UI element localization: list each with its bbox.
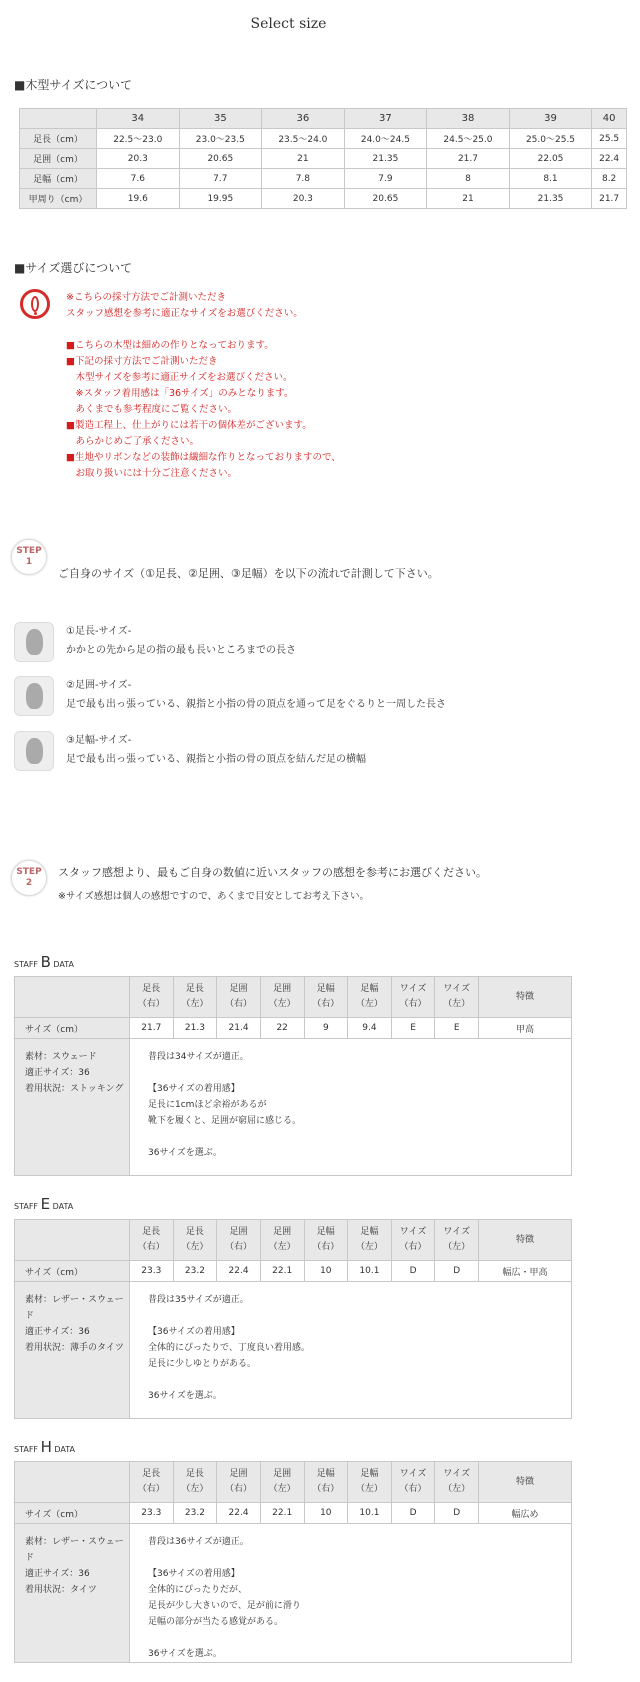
size-cell: 8 [427,169,510,189]
size-row [20,169,627,189]
col-name: 足幅 [360,1227,379,1237]
step2-text: スタッフ感想より、最もご自身の数値に近いスタッフの感想を参考にお選びください。 [58,866,487,879]
col-name: 足幅 [360,984,379,994]
staff-header-row [15,977,572,1018]
staff-col-header [348,977,392,1018]
staff-value: 10 [304,1261,348,1282]
staff-value: 23.3 [130,1261,174,1282]
staff-e-table [14,1219,572,1419]
size-row [20,129,627,149]
staff-info: 素材：スウェード 適正サイズ：36 着用状況：ストッキング [15,1039,130,1176]
staff-col-header [173,1220,217,1261]
staff-value: 23.2 [173,1261,217,1282]
size-cell: 7.7 [179,169,262,189]
staff-col-header [173,1462,217,1503]
col-name: ワイズ [443,1469,470,1479]
size-cell: 7.6 [97,169,180,189]
staff-b-heading [14,953,74,971]
measure-title: ②足囲-サイズ- [66,680,132,691]
staff-size-label: サイズ（cm） [15,1018,130,1039]
staff-col-header [304,1462,348,1503]
measure-desc: かかとの先から足の指の最も長いところまでの長さ [66,645,296,656]
staff-values-row [15,1018,572,1039]
size-cell: 7.8 [262,169,345,189]
size-cell: 21.35 [344,149,427,169]
size-header-cell: 40 [592,109,627,129]
staff-col-header [435,977,479,1018]
staff-col-header [217,1462,261,1503]
size-cell: 20.65 [179,149,262,169]
guide-section-heading: ■サイズ選びについて [14,261,133,275]
size-header-cell: 34 [97,109,180,129]
staff-col-header [348,1462,392,1503]
staff-value: 23.2 [173,1503,217,1524]
measure-title: ①足長-サイズ- [66,626,132,637]
col-side: （右） [225,1242,253,1252]
staff-value: 22.1 [260,1261,304,1282]
col-name: ワイズ [443,1227,470,1237]
staff-header-row [15,1462,572,1503]
col-name: 足長 [185,1227,204,1237]
size-row-label: 甲周り（cm） [20,189,97,209]
col-side: （右） [225,999,253,1009]
staff-value: 10.1 [348,1503,392,1524]
staff-value: 22.1 [260,1503,304,1524]
staff-prefix: STAFF [14,1445,41,1454]
col-name: 足長 [185,984,204,994]
staff-value: D [435,1261,479,1282]
size-cell: 24.0～24.5 [344,129,427,149]
size-table [19,108,627,209]
col-name: 足幅 [360,1469,379,1479]
col-name: 足囲 [273,984,292,994]
staff-h-heading [14,1438,75,1456]
staff-value: 21.7 [130,1018,174,1039]
size-cell: 23.5～24.0 [262,129,345,149]
warning-icon [20,289,50,319]
measure-desc: 足で最も出っ張っている、親指と小指の骨の頂点を通って足をぐるりと一周した長さ [66,699,446,710]
staff-value: 9.4 [348,1018,392,1039]
step2-badge [11,860,47,896]
staff-col-header [391,1462,435,1503]
col-name: 足長 [142,1469,161,1479]
staff-h-table [14,1461,572,1663]
staff-header-blank [15,977,130,1018]
measure-desc: 足で最も出っ張っている、親指と小指の骨の頂点を結んだ足の横幅 [66,754,366,765]
staff-info: 素材：レザー・スウェー ド 適正サイズ：36 着用状況：タイツ [15,1524,130,1663]
col-name: 足囲 [229,1227,248,1237]
size-cell: 21 [427,189,510,209]
staff-header-blank [15,1462,130,1503]
size-cell: 22.5～23.0 [97,129,180,149]
staff-col-header [260,1220,304,1261]
size-cell: 8.2 [592,169,627,189]
staff-letter: B [40,953,51,971]
staff-feature-header: 特徴 [479,1462,572,1503]
staff-values-row [15,1503,572,1524]
col-name: 足幅 [316,1469,335,1479]
staff-value: 22.4 [217,1503,261,1524]
col-side: （右） [137,1242,165,1252]
col-side: （左） [268,1484,296,1494]
staff-col-header [435,1462,479,1503]
staff-value: E [391,1018,435,1039]
size-cell: 20.3 [262,189,345,209]
size-cell: 22.05 [509,149,592,169]
col-name: ワイズ [399,1227,427,1237]
measure-item [66,731,366,769]
col-name: 足幅 [316,984,335,994]
staff-header-blank [15,1220,130,1261]
size-row [20,189,627,209]
staff-value: 21.4 [217,1018,261,1039]
col-side: （右） [137,999,165,1009]
staff-value: 21.3 [173,1018,217,1039]
step2-note: ※サイズ感想は個人の感想ですので、あくまで目安としてお考え下さい。 [58,891,370,902]
staff-col-header [130,1220,174,1261]
col-side: （右） [137,1484,165,1494]
size-cell: 19.6 [97,189,180,209]
staff-b-table [14,976,572,1176]
staff-size-label: サイズ（cm） [15,1261,130,1282]
staff-comment: 普段は34サイズが適正。 【36サイズの着用感】 足長に1cmほど余裕があるが 靴下を履くと、足囲が窮屈に感じる。 36サイズを選ぶ。 [130,1039,572,1176]
size-cell: 20.65 [344,189,427,209]
staff-col-header [391,1220,435,1261]
col-name: 足囲 [273,1227,292,1237]
col-side: （左） [355,999,383,1009]
size-header-cell: 36 [262,109,345,129]
size-header-cell: 35 [179,109,262,129]
staff-col-header [217,977,261,1018]
col-name: 足囲 [229,984,248,994]
col-name: 足長 [185,1469,204,1479]
staff-value: 23.3 [130,1503,174,1524]
measure-item [66,622,296,660]
staff-feature: 幅広・甲高 [479,1261,572,1282]
size-notice: ※こちらの採寸方法でご計測いただき スタッフ感想を参考に適正なサイズをお選びください。 ■こちらの木型は細めの作りとなっております。 ■下記の採寸方法でご計測いただき 木型サイズを参考に適正サイズをお選びください。 ※スタッフ着用感は「36サイズ」のみとなります。 あくまでも参考程度にご覧ください。 ■製造工程上、仕上がりには若干の個体差がございます。 あらかじめご了承ください。 ■生地やリボンなどの装飾は繊細な作りとなっておりますので、 お取り扱いには十分ご注意ください。 [66,292,341,479]
col-side: （右） [312,1484,340,1494]
size-cell: 21.35 [509,189,592,209]
size-cell: 8.1 [509,169,592,189]
col-side: （左） [443,1484,471,1494]
size-cell: 23.0～23.5 [179,129,262,149]
col-side: （右） [399,999,427,1009]
col-side: （左） [268,999,296,1009]
size-row [20,149,627,169]
col-side: （左） [443,999,471,1009]
staff-value: 22 [260,1018,304,1039]
col-name: 足幅 [316,1227,335,1237]
staff-feature-header: 特徴 [479,977,572,1018]
staff-comment: 普段は36サイズが適正。 【36サイズの着用感】 全体的にぴったりだが、 足長が少し大きいので、足が前に滑り 足幅の部分が当たる感覚がある。 36サイズを選ぶ。 [130,1524,572,1663]
staff-size-label: サイズ（cm） [15,1503,130,1524]
staff-col-header [348,1220,392,1261]
size-header-row [20,109,627,129]
size-cell: 21.7 [427,149,510,169]
staff-col-header [260,977,304,1018]
staff-comment-row [15,1039,572,1176]
staff-values-row [15,1261,572,1282]
col-name: ワイズ [443,984,470,994]
size-cell: 24.5～25.0 [427,129,510,149]
step1-badge-number: 1 [25,557,33,567]
size-cell: 20.3 [97,149,180,169]
size-cell: 25.5 [592,129,627,149]
size-cell: 25.0～25.5 [509,129,592,149]
size-cell: 22.4 [592,149,627,169]
col-side: （左） [181,1242,209,1252]
staff-value: E [435,1018,479,1039]
size-row-label: 足幅（cm） [20,169,97,189]
step1-badge [11,539,47,575]
col-name: ワイズ [399,1469,427,1479]
col-name: 足囲 [273,1469,292,1479]
staff-value: D [391,1503,435,1524]
measure-item [66,676,446,714]
size-header-cell: 37 [344,109,427,129]
staff-value: D [391,1261,435,1282]
staff-col-header [130,1462,174,1503]
staff-comment-row [15,1524,572,1663]
step2-badge-label: STEP [16,867,42,877]
size-row-label: 足囲（cm） [20,149,97,169]
step1-text: ご自身のサイズ（①足長、②足囲、③足幅）を以下の流れで計測して下さい。 [58,567,439,580]
size-cell: 7.9 [344,169,427,189]
staff-value: D [435,1503,479,1524]
col-side: （左） [181,1484,209,1494]
col-side: （右） [399,1242,427,1252]
col-side: （左） [268,1242,296,1252]
staff-letter: H [40,1438,52,1456]
col-side: （左） [355,1242,383,1252]
size-row-label: 足長（cm） [20,129,97,149]
size-header-cell: 39 [509,109,592,129]
col-side: （左） [443,1242,471,1252]
step1-badge-label: STEP [16,546,42,556]
step2-badge-number: 2 [25,878,33,888]
size-cell: 19.95 [179,189,262,209]
col-side: （右） [312,1242,340,1252]
size-section-heading: ■木型サイズについて [14,78,133,92]
staff-col-header [304,1220,348,1261]
staff-value: 9 [304,1018,348,1039]
staff-col-header [391,977,435,1018]
staff-value: 22.4 [217,1261,261,1282]
col-name: 足囲 [229,1469,248,1479]
staff-col-header [130,977,174,1018]
size-header-blank [20,109,97,129]
col-name: 足長 [142,984,161,994]
foot-width-icon [14,731,54,771]
staff-suffix: DATA [50,960,75,969]
foot-girth-icon [14,676,54,716]
staff-prefix: STAFF [14,1202,41,1211]
staff-col-header [217,1220,261,1261]
staff-feature-header: 特徴 [479,1220,572,1261]
col-side: （右） [225,1484,253,1494]
measure-title: ③足幅-サイズ- [66,735,132,746]
staff-e-heading [14,1195,73,1213]
staff-col-header [260,1462,304,1503]
size-header-cell: 38 [427,109,510,129]
staff-prefix: STAFF [14,960,41,969]
staff-value: 10 [304,1503,348,1524]
staff-letter: E [40,1195,51,1213]
col-side: （右） [312,999,340,1009]
staff-col-header [435,1220,479,1261]
staff-suffix: DATA [50,1202,74,1211]
col-side: （右） [399,1484,427,1494]
col-name: ワイズ [399,984,427,994]
foot-length-icon [14,622,54,662]
col-side: （左） [181,999,209,1009]
staff-value: 10.1 [348,1261,392,1282]
staff-col-header [173,977,217,1018]
staff-info: 素材：レザー・スウェー ド 適正サイズ：36 着用状況：薄手のタイツ [15,1282,130,1419]
staff-comment: 普段は35サイズが適正。 【36サイズの着用感】 全体的にぴったりで、丁度良い着用感。 足長に少しゆとりがある。 36サイズを選ぶ。 [130,1282,572,1419]
col-side: （左） [355,1484,383,1494]
page-title: Select size [250,16,327,32]
staff-col-header [304,977,348,1018]
staff-feature: 甲高 [479,1018,572,1039]
size-cell: 21 [262,149,345,169]
col-name: 足長 [142,1227,161,1237]
staff-feature: 幅広め [479,1503,572,1524]
staff-comment-row [15,1282,572,1419]
size-cell: 21.7 [592,189,627,209]
staff-suffix: DATA [51,1445,75,1454]
staff-header-row [15,1220,572,1261]
